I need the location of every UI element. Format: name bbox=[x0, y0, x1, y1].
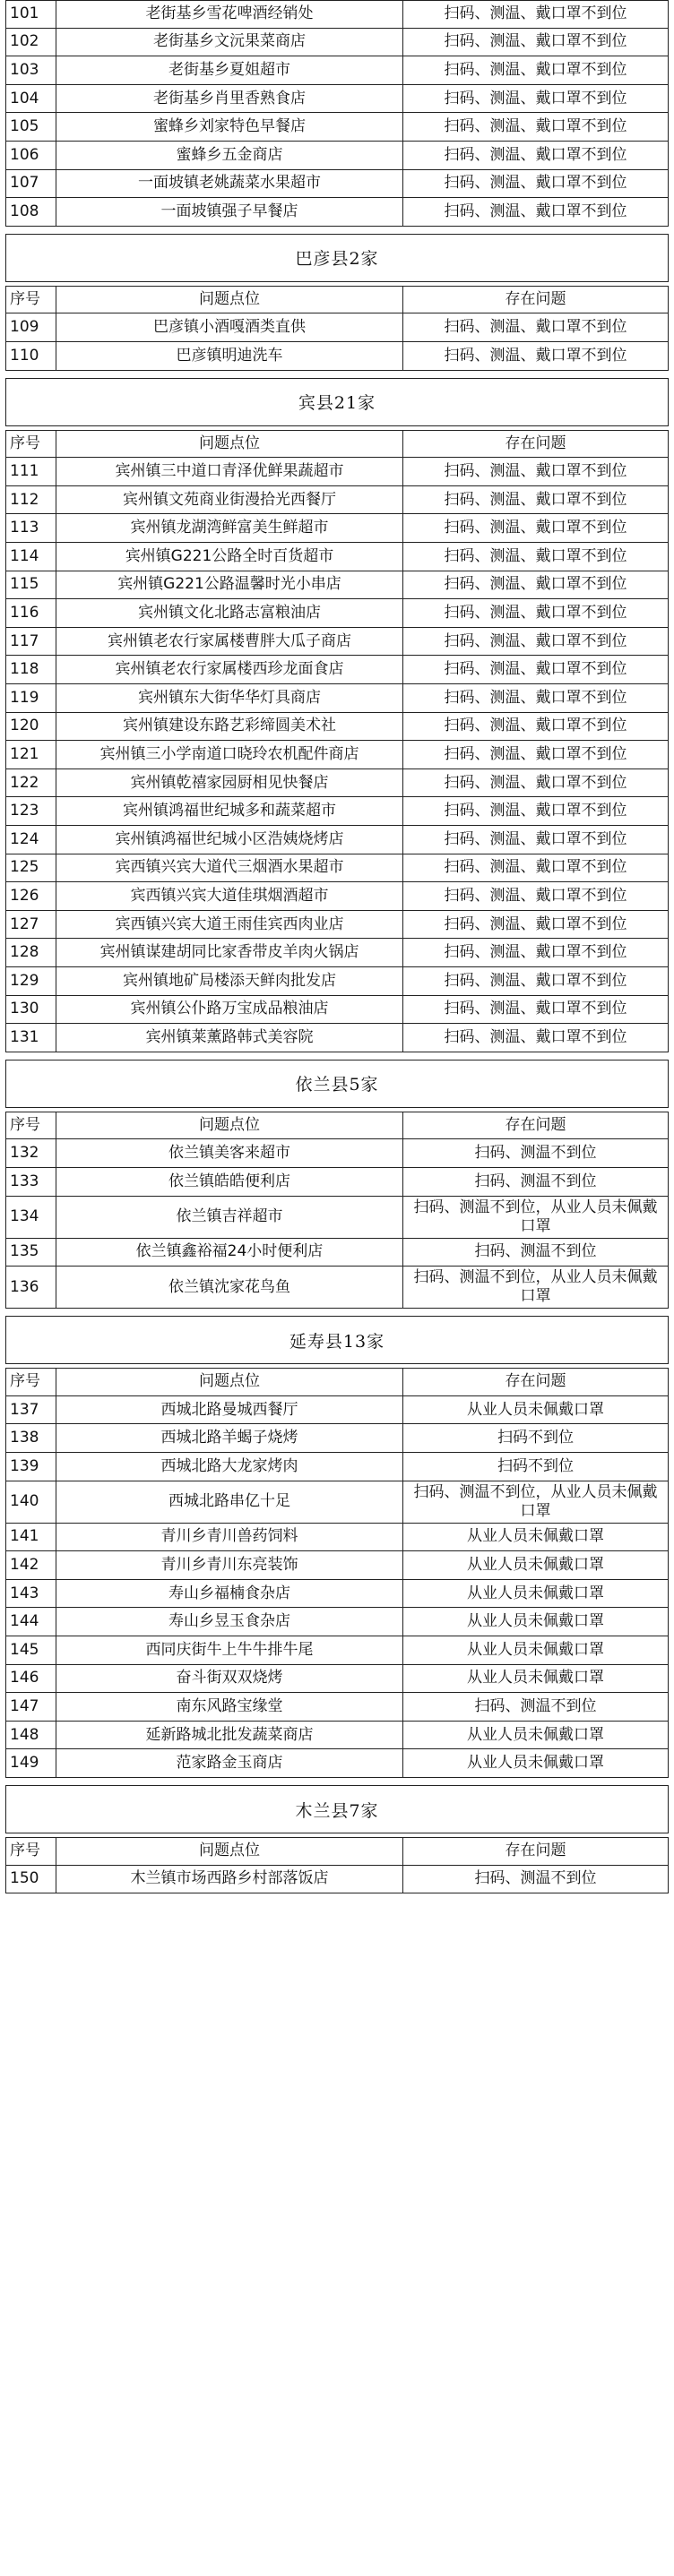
row-issue: 扫码、测温、戴口罩不到位 bbox=[444, 971, 627, 990]
table-row bbox=[5, 142, 669, 170]
row-issue: 扫码、测温、戴口罩不到位 bbox=[444, 60, 627, 79]
header-place: 问题点位 bbox=[56, 1112, 403, 1139]
row-number: 112 bbox=[6, 486, 56, 514]
section-title: 延寿县13家 bbox=[5, 1316, 669, 1364]
table-row bbox=[5, 1636, 669, 1665]
header-place: 问题点位 bbox=[56, 1369, 403, 1395]
row-issue: 扫码、测温、戴口罩不到位 bbox=[444, 1027, 627, 1046]
table-row bbox=[5, 1608, 669, 1636]
header-issue: 存在问题 bbox=[505, 290, 566, 309]
row-issue: 扫码、测温、戴口罩不到位 bbox=[444, 4, 627, 23]
header-issue: 存在问题 bbox=[505, 1116, 566, 1135]
row-place: 老街基乡雪花啤酒经销处 bbox=[56, 1, 403, 28]
row-number: 137 bbox=[6, 1396, 56, 1424]
row-number: 102 bbox=[6, 29, 56, 56]
table-row bbox=[5, 939, 669, 967]
row-issue: 扫码、测温不到位 bbox=[474, 1869, 597, 1888]
row-place: 南东风路宝缘堂 bbox=[56, 1693, 403, 1721]
header-no: 序号 bbox=[6, 287, 56, 313]
row-issue: 扫码、测温、戴口罩不到位 bbox=[444, 858, 627, 877]
row-place: 延新路城北批发蔬菜商店 bbox=[56, 1722, 403, 1749]
row-place: 宾西镇兴宾大道代三烟酒水果超市 bbox=[56, 854, 403, 882]
table-row bbox=[5, 741, 669, 769]
row-place: 一面坡镇强子早餐店 bbox=[56, 198, 403, 226]
row-number: 150 bbox=[6, 1866, 56, 1893]
table-row bbox=[5, 599, 669, 628]
row-number: 142 bbox=[6, 1551, 56, 1579]
row-place: 寿山乡福楠食杂店 bbox=[56, 1580, 403, 1608]
row-number: 127 bbox=[6, 911, 56, 939]
row-place: 寿山乡昱玉食杂店 bbox=[56, 1608, 403, 1636]
table-row bbox=[5, 0, 669, 29]
row-number: 141 bbox=[6, 1524, 56, 1551]
row-number: 148 bbox=[6, 1722, 56, 1749]
row-place: 宾西镇兴宾大道佳琪烟酒超市 bbox=[56, 882, 403, 910]
row-number: 146 bbox=[6, 1665, 56, 1693]
row-number: 109 bbox=[6, 313, 56, 341]
row-place: 宾州镇公仆路万宝成品粮油店 bbox=[56, 996, 403, 1024]
row-number: 130 bbox=[6, 996, 56, 1024]
row-place: 西城北路大龙家烤肉 bbox=[56, 1453, 403, 1481]
row-number: 134 bbox=[6, 1197, 56, 1238]
row-number: 128 bbox=[6, 939, 56, 966]
row-place: 宾州镇G221公路温馨时光小串店 bbox=[56, 571, 403, 599]
row-number: 133 bbox=[6, 1168, 56, 1196]
row-place: 一面坡镇老姚蔬菜水果超市 bbox=[56, 170, 403, 198]
table-row bbox=[5, 1551, 669, 1580]
row-issue: 从业人员未佩戴口罩 bbox=[467, 1669, 604, 1687]
table-row bbox=[5, 29, 669, 57]
row-place: 青川乡青川兽药饲料 bbox=[56, 1524, 403, 1551]
row-place: 宾州镇鸿福世纪城小区浩姨烧烤店 bbox=[56, 826, 403, 854]
row-number: 147 bbox=[6, 1693, 56, 1721]
row-issue: 扫码、测温、戴口罩不到位 bbox=[444, 688, 627, 707]
row-place: 依兰镇皓皓便利店 bbox=[56, 1168, 403, 1196]
row-number: 125 bbox=[6, 854, 56, 882]
row-place: 宾州镇文苑商业街漫拾光西餐厅 bbox=[56, 486, 403, 514]
header-issue: 存在问题 bbox=[505, 434, 566, 452]
row-issue: 从业人员未佩戴口罩 bbox=[467, 1584, 604, 1602]
row-issue: 扫码、测温不到位 bbox=[474, 1144, 597, 1163]
row-number: 114 bbox=[6, 543, 56, 571]
row-issue: 扫码、测温、戴口罩不到位 bbox=[444, 89, 627, 107]
row-number: 145 bbox=[6, 1636, 56, 1664]
row-place: 宾西镇兴宾大道王雨佳宾西肉业店 bbox=[56, 911, 403, 939]
row-number: 107 bbox=[6, 170, 56, 198]
table-row bbox=[5, 797, 669, 826]
header-place: 问题点位 bbox=[56, 1838, 403, 1865]
table-header-row bbox=[5, 430, 669, 459]
row-place: 宾州镇老农行家属楼曹胖大瓜子商店 bbox=[56, 628, 403, 656]
table-header-row bbox=[5, 286, 669, 314]
row-issue: 扫码、测温、戴口罩不到位 bbox=[444, 802, 627, 820]
table-row bbox=[5, 1749, 669, 1778]
table-row bbox=[5, 1722, 669, 1750]
header-no: 序号 bbox=[6, 1838, 56, 1865]
row-place: 宾州镇莱薰路韩式美容院 bbox=[56, 1024, 403, 1052]
row-number: 111 bbox=[6, 458, 56, 485]
row-number: 135 bbox=[6, 1239, 56, 1267]
row-place: 依兰镇美客来超市 bbox=[56, 1139, 403, 1167]
row-issue: 扫码、测温、戴口罩不到位 bbox=[444, 1000, 627, 1018]
header-issue: 存在问题 bbox=[505, 1372, 566, 1391]
row-place: 宾州镇谋建胡同比家香带皮羊肉火锅店 bbox=[56, 939, 403, 966]
row-issue: 扫码、测温不到位，从业人员未佩戴口罩 bbox=[413, 1482, 658, 1520]
row-issue: 扫码、测温不到位 bbox=[474, 1172, 597, 1190]
row-issue: 扫码、测温、戴口罩不到位 bbox=[444, 174, 627, 193]
table-row bbox=[5, 1665, 669, 1694]
row-issue: 扫码、测温、戴口罩不到位 bbox=[444, 744, 627, 763]
row-issue: 扫码、测温、戴口罩不到位 bbox=[444, 546, 627, 565]
table-row bbox=[5, 1168, 669, 1197]
row-number: 140 bbox=[6, 1481, 56, 1523]
table-row bbox=[5, 1139, 669, 1168]
row-issue: 扫码、测温、戴口罩不到位 bbox=[444, 202, 627, 220]
table-header-row bbox=[5, 1837, 669, 1866]
row-issue: 扫码、测温、戴口罩不到位 bbox=[444, 886, 627, 905]
row-number: 103 bbox=[6, 56, 56, 84]
row-place: 青川乡青川东亮装饰 bbox=[56, 1551, 403, 1579]
section-title: 宾县21家 bbox=[5, 378, 669, 426]
row-issue: 扫码、测温、戴口罩不到位 bbox=[444, 631, 627, 650]
header-no: 序号 bbox=[6, 431, 56, 458]
section-title: 巴彦县2家 bbox=[5, 234, 669, 282]
row-place: 宾州镇三中道口青泽优鲜果蔬超市 bbox=[56, 458, 403, 485]
row-number: 132 bbox=[6, 1139, 56, 1167]
header-place: 问题点位 bbox=[56, 287, 403, 313]
row-number: 105 bbox=[6, 113, 56, 141]
table-row bbox=[5, 911, 669, 940]
row-place: 宾州镇乾禧家园厨相见快餐店 bbox=[56, 769, 403, 797]
table-row bbox=[5, 996, 669, 1025]
row-place: 老街基乡文沅果菜商店 bbox=[56, 29, 403, 56]
row-issue: 扫码、测温、戴口罩不到位 bbox=[444, 346, 627, 365]
row-number: 119 bbox=[6, 684, 56, 712]
table-row bbox=[5, 1866, 669, 1894]
table-row bbox=[5, 769, 669, 798]
table-row bbox=[5, 170, 669, 199]
row-issue: 从业人员未佩戴口罩 bbox=[467, 1555, 604, 1574]
row-issue: 扫码、测温不到位，从业人员未佩戴口罩 bbox=[413, 1198, 658, 1235]
row-number: 126 bbox=[6, 882, 56, 910]
row-issue: 从业人员未佩戴口罩 bbox=[467, 1640, 604, 1659]
row-place: 宾州镇G221公路全时百货超市 bbox=[56, 543, 403, 571]
table-row bbox=[5, 656, 669, 684]
row-issue: 扫码、测温、戴口罩不到位 bbox=[444, 829, 627, 848]
row-issue: 扫码、测温、戴口罩不到位 bbox=[444, 32, 627, 51]
row-place: 宾州镇地矿局楼添天鲜肉批发店 bbox=[56, 967, 403, 995]
table-row bbox=[5, 113, 669, 142]
row-number: 136 bbox=[6, 1267, 56, 1308]
table-row bbox=[5, 85, 669, 114]
row-issue: 扫码、测温、戴口罩不到位 bbox=[444, 660, 627, 679]
row-number: 138 bbox=[6, 1424, 56, 1452]
table-row bbox=[5, 458, 669, 486]
row-place: 宾州镇三小学南道口晓玲农机配件商店 bbox=[56, 741, 403, 769]
row-number: 120 bbox=[6, 713, 56, 741]
table-row bbox=[5, 514, 669, 543]
row-issue: 从业人员未佩戴口罩 bbox=[467, 1612, 604, 1631]
row-number: 118 bbox=[6, 656, 56, 683]
row-number: 149 bbox=[6, 1749, 56, 1777]
row-place: 宾州镇建设东路艺彩缔圆美术社 bbox=[56, 713, 403, 741]
row-number: 106 bbox=[6, 142, 56, 169]
table-header-row bbox=[5, 1112, 669, 1140]
row-issue: 扫码不到位 bbox=[497, 1429, 574, 1447]
table-row bbox=[5, 1396, 669, 1425]
table-row bbox=[5, 313, 669, 342]
table-row bbox=[5, 1693, 669, 1722]
row-place: 依兰镇吉祥超市 bbox=[56, 1197, 403, 1238]
row-place: 木兰镇市场西路乡村部落饭店 bbox=[56, 1866, 403, 1893]
row-issue: 扫码、测温、戴口罩不到位 bbox=[444, 575, 627, 594]
row-number: 123 bbox=[6, 797, 56, 825]
table-row bbox=[5, 1024, 669, 1052]
table-row bbox=[5, 486, 669, 515]
row-number: 139 bbox=[6, 1453, 56, 1481]
table-row bbox=[5, 684, 669, 713]
table-row bbox=[5, 628, 669, 657]
row-place: 西城北路曼城西餐厅 bbox=[56, 1396, 403, 1424]
row-issue: 扫码不到位 bbox=[497, 1456, 574, 1475]
row-place: 巴彦镇小酒嘎酒类直供 bbox=[56, 313, 403, 341]
row-place: 范家路金玉商店 bbox=[56, 1749, 403, 1777]
row-place: 依兰镇沈家花鸟鱼 bbox=[56, 1267, 403, 1308]
row-issue: 扫码、测温、戴口罩不到位 bbox=[444, 117, 627, 136]
section-title: 木兰县7家 bbox=[5, 1785, 669, 1833]
row-number: 121 bbox=[6, 741, 56, 769]
table-row bbox=[5, 571, 669, 600]
row-issue: 从业人员未佩戴口罩 bbox=[467, 1400, 604, 1419]
row-place: 西同庆街牛上牛牛排牛尾 bbox=[56, 1636, 403, 1664]
row-place: 西城北路羊蝎子烧烤 bbox=[56, 1424, 403, 1452]
row-number: 129 bbox=[6, 967, 56, 995]
row-issue: 扫码、测温、戴口罩不到位 bbox=[444, 318, 627, 337]
table-row bbox=[5, 882, 669, 911]
row-place: 老街基乡肖里香熟食店 bbox=[56, 85, 403, 113]
table-row bbox=[5, 1580, 669, 1609]
row-issue: 扫码、测温、戴口罩不到位 bbox=[444, 943, 627, 962]
header-no: 序号 bbox=[6, 1369, 56, 1395]
row-issue: 从业人员未佩戴口罩 bbox=[467, 1527, 604, 1546]
row-number: 122 bbox=[6, 769, 56, 797]
row-issue: 扫码、测温不到位 bbox=[474, 1696, 597, 1715]
table-row bbox=[5, 1197, 669, 1239]
row-issue: 扫码、测温不到位 bbox=[474, 1242, 597, 1261]
header-issue: 存在问题 bbox=[505, 1842, 566, 1860]
row-place: 宾州镇龙湖湾鲜富美生鲜超市 bbox=[56, 514, 403, 542]
table-row bbox=[5, 342, 669, 371]
row-issue: 扫码、测温、戴口罩不到位 bbox=[444, 773, 627, 792]
row-number: 104 bbox=[6, 85, 56, 113]
table-row bbox=[5, 1453, 669, 1481]
table-row bbox=[5, 1267, 669, 1309]
row-place: 宾州镇东大街华华灯具商店 bbox=[56, 684, 403, 712]
row-place: 老街基乡夏姐超市 bbox=[56, 56, 403, 84]
row-place: 奋斗街双双烧烤 bbox=[56, 1665, 403, 1693]
row-number: 131 bbox=[6, 1024, 56, 1052]
row-place: 巴彦镇明迪洗车 bbox=[56, 342, 403, 370]
row-issue: 扫码、测温、戴口罩不到位 bbox=[444, 603, 627, 622]
row-issue: 扫码、测温、戴口罩不到位 bbox=[444, 461, 627, 480]
row-issue: 扫码、测温、戴口罩不到位 bbox=[444, 519, 627, 537]
row-number: 108 bbox=[6, 198, 56, 226]
table-row bbox=[5, 543, 669, 571]
row-number: 115 bbox=[6, 571, 56, 599]
row-place: 西城北路串亿十足 bbox=[56, 1481, 403, 1523]
row-issue: 从业人员未佩戴口罩 bbox=[467, 1725, 604, 1744]
row-issue: 从业人员未佩戴口罩 bbox=[467, 1754, 604, 1773]
row-number: 124 bbox=[6, 826, 56, 854]
row-place: 蜜蜂乡五金商店 bbox=[56, 142, 403, 169]
table-row bbox=[5, 56, 669, 85]
row-number: 101 bbox=[6, 1, 56, 28]
row-number: 116 bbox=[6, 599, 56, 627]
table-row bbox=[5, 826, 669, 854]
row-number: 144 bbox=[6, 1608, 56, 1636]
table-row bbox=[5, 1239, 669, 1267]
row-issue: 扫码、测温、戴口罩不到位 bbox=[444, 914, 627, 933]
table-header-row bbox=[5, 1368, 669, 1396]
table-row bbox=[5, 1481, 669, 1524]
row-number: 117 bbox=[6, 628, 56, 656]
section-title: 依兰县5家 bbox=[5, 1060, 669, 1108]
row-place: 宾州镇文化北路志富粮油店 bbox=[56, 599, 403, 627]
row-issue: 扫码、测温不到位，从业人员未佩戴口罩 bbox=[413, 1268, 658, 1306]
row-number: 143 bbox=[6, 1580, 56, 1608]
row-place: 依兰镇鑫裕福24小时便利店 bbox=[56, 1239, 403, 1267]
header-place: 问题点位 bbox=[56, 431, 403, 458]
table-row bbox=[5, 713, 669, 742]
row-place: 宾州镇鸿福世纪城多和蔬菜超市 bbox=[56, 797, 403, 825]
header-no: 序号 bbox=[6, 1112, 56, 1139]
row-issue: 扫码、测温、戴口罩不到位 bbox=[444, 717, 627, 735]
row-number: 113 bbox=[6, 514, 56, 542]
table-row bbox=[5, 967, 669, 996]
row-place: 宾州镇老农行家属楼西珍龙面食店 bbox=[56, 656, 403, 683]
table-row bbox=[5, 1524, 669, 1552]
table-row bbox=[5, 198, 669, 227]
row-issue: 扫码、测温、戴口罩不到位 bbox=[444, 145, 627, 164]
row-issue: 扫码、测温、戴口罩不到位 bbox=[444, 490, 627, 509]
row-number: 110 bbox=[6, 342, 56, 370]
row-place: 蜜蜂乡刘家特色早餐店 bbox=[56, 113, 403, 141]
table-row bbox=[5, 854, 669, 883]
table-row bbox=[5, 1424, 669, 1453]
